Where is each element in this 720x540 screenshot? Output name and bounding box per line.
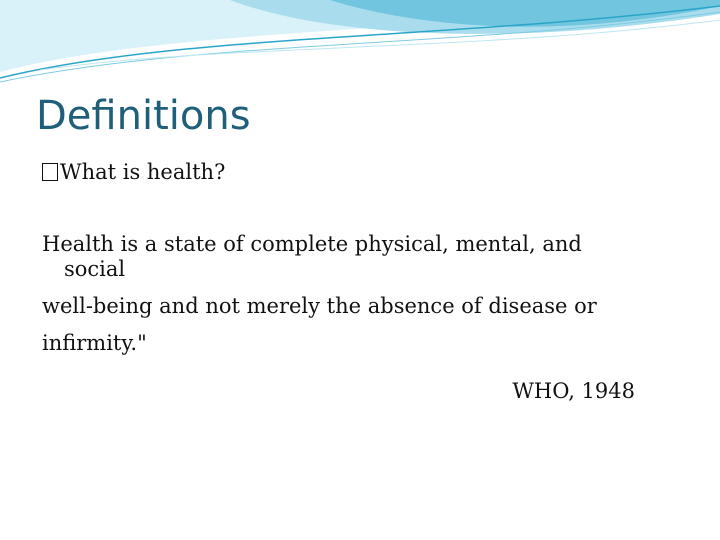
header-wave-decoration (0, 0, 720, 100)
quote-line-1: Health is a state of complete physical, mental, and (42, 232, 582, 256)
question-bullet (42, 157, 225, 187)
missing-glyph-icon (42, 163, 58, 181)
question-text: What is health? (60, 160, 226, 184)
attribution: WHO, 1948 (512, 379, 635, 403)
quote-line-4: infirmity." (42, 331, 147, 355)
slide-title: Definitions (36, 93, 251, 139)
who-definition-quote (42, 232, 622, 356)
quote-line-2: social (64, 257, 126, 281)
quote-line-3: well-being and not merely the absence of disease or (42, 294, 597, 318)
